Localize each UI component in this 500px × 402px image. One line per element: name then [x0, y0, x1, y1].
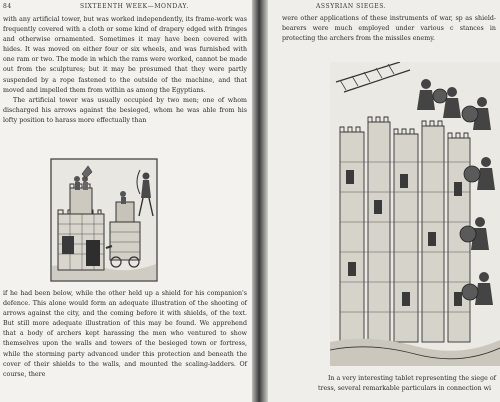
right-body-text-bottom: [318, 374, 496, 394]
paragraph: if he had been below, while the other held up a shield for his companion's defence. This alone would form an adequate illustration of the shooting of arrows against the city, and the coming before it with shields, of the text. But still more adequate illustration of this may be found. We apprehend that a body of archers kept harassing the men who ventured to show themselves upon the walls and towers of the besieged town or fortress, while the storming party advanced under this protection and beneath the cover of their shields to the walls, and mounted the scaling-ladders. Of course, there: [3, 290, 247, 378]
book-gutter: [252, 0, 268, 402]
running-head-right: ASSYRIAN SIEGES.: [316, 3, 387, 10]
page-number: 84: [3, 3, 12, 10]
left-body-text-top: [3, 15, 247, 126]
siege-tower-illustration: [50, 158, 158, 282]
assyrian-siege-relief-illustration: [330, 62, 500, 366]
paragraph: In a very interesting tablet representing the siege of tress, several remarkable particulars in connection wi: [318, 375, 496, 393]
paragraph: with any artificial tower, but was worked independently, its frame-work was frequently covered with a cloth or some kind of drapery edged with fringes and otherwise ornamented. Sometimes it may have been covered with hides. It was moved on either four or six wheels, and was furnished with one ram or two. The mode in which the rams were worked, cannot be made out from the sculptures; but it may be presumed that they were partly suspended by a rope fastened to the outside of the machine, and that moved and impelled them from within as among the Egyptians.: [3, 16, 247, 94]
running-head: SIXTEENTH WEEK—MONDAY.: [80, 3, 189, 10]
paragraph: were other applications of these instruments of war, sp as shield-bearers were much employed under various c stances in protecting the archers from the missiles enemy.: [282, 15, 496, 43]
paragraph: The artificial tower was usually occupied by two men; one of whom discharged his arrows against the besieged, whom he was able from his lofty position to harass more effectually than: [3, 96, 247, 124]
right-body-text-top: [282, 14, 496, 44]
left-body-text-bottom: [3, 289, 247, 380]
